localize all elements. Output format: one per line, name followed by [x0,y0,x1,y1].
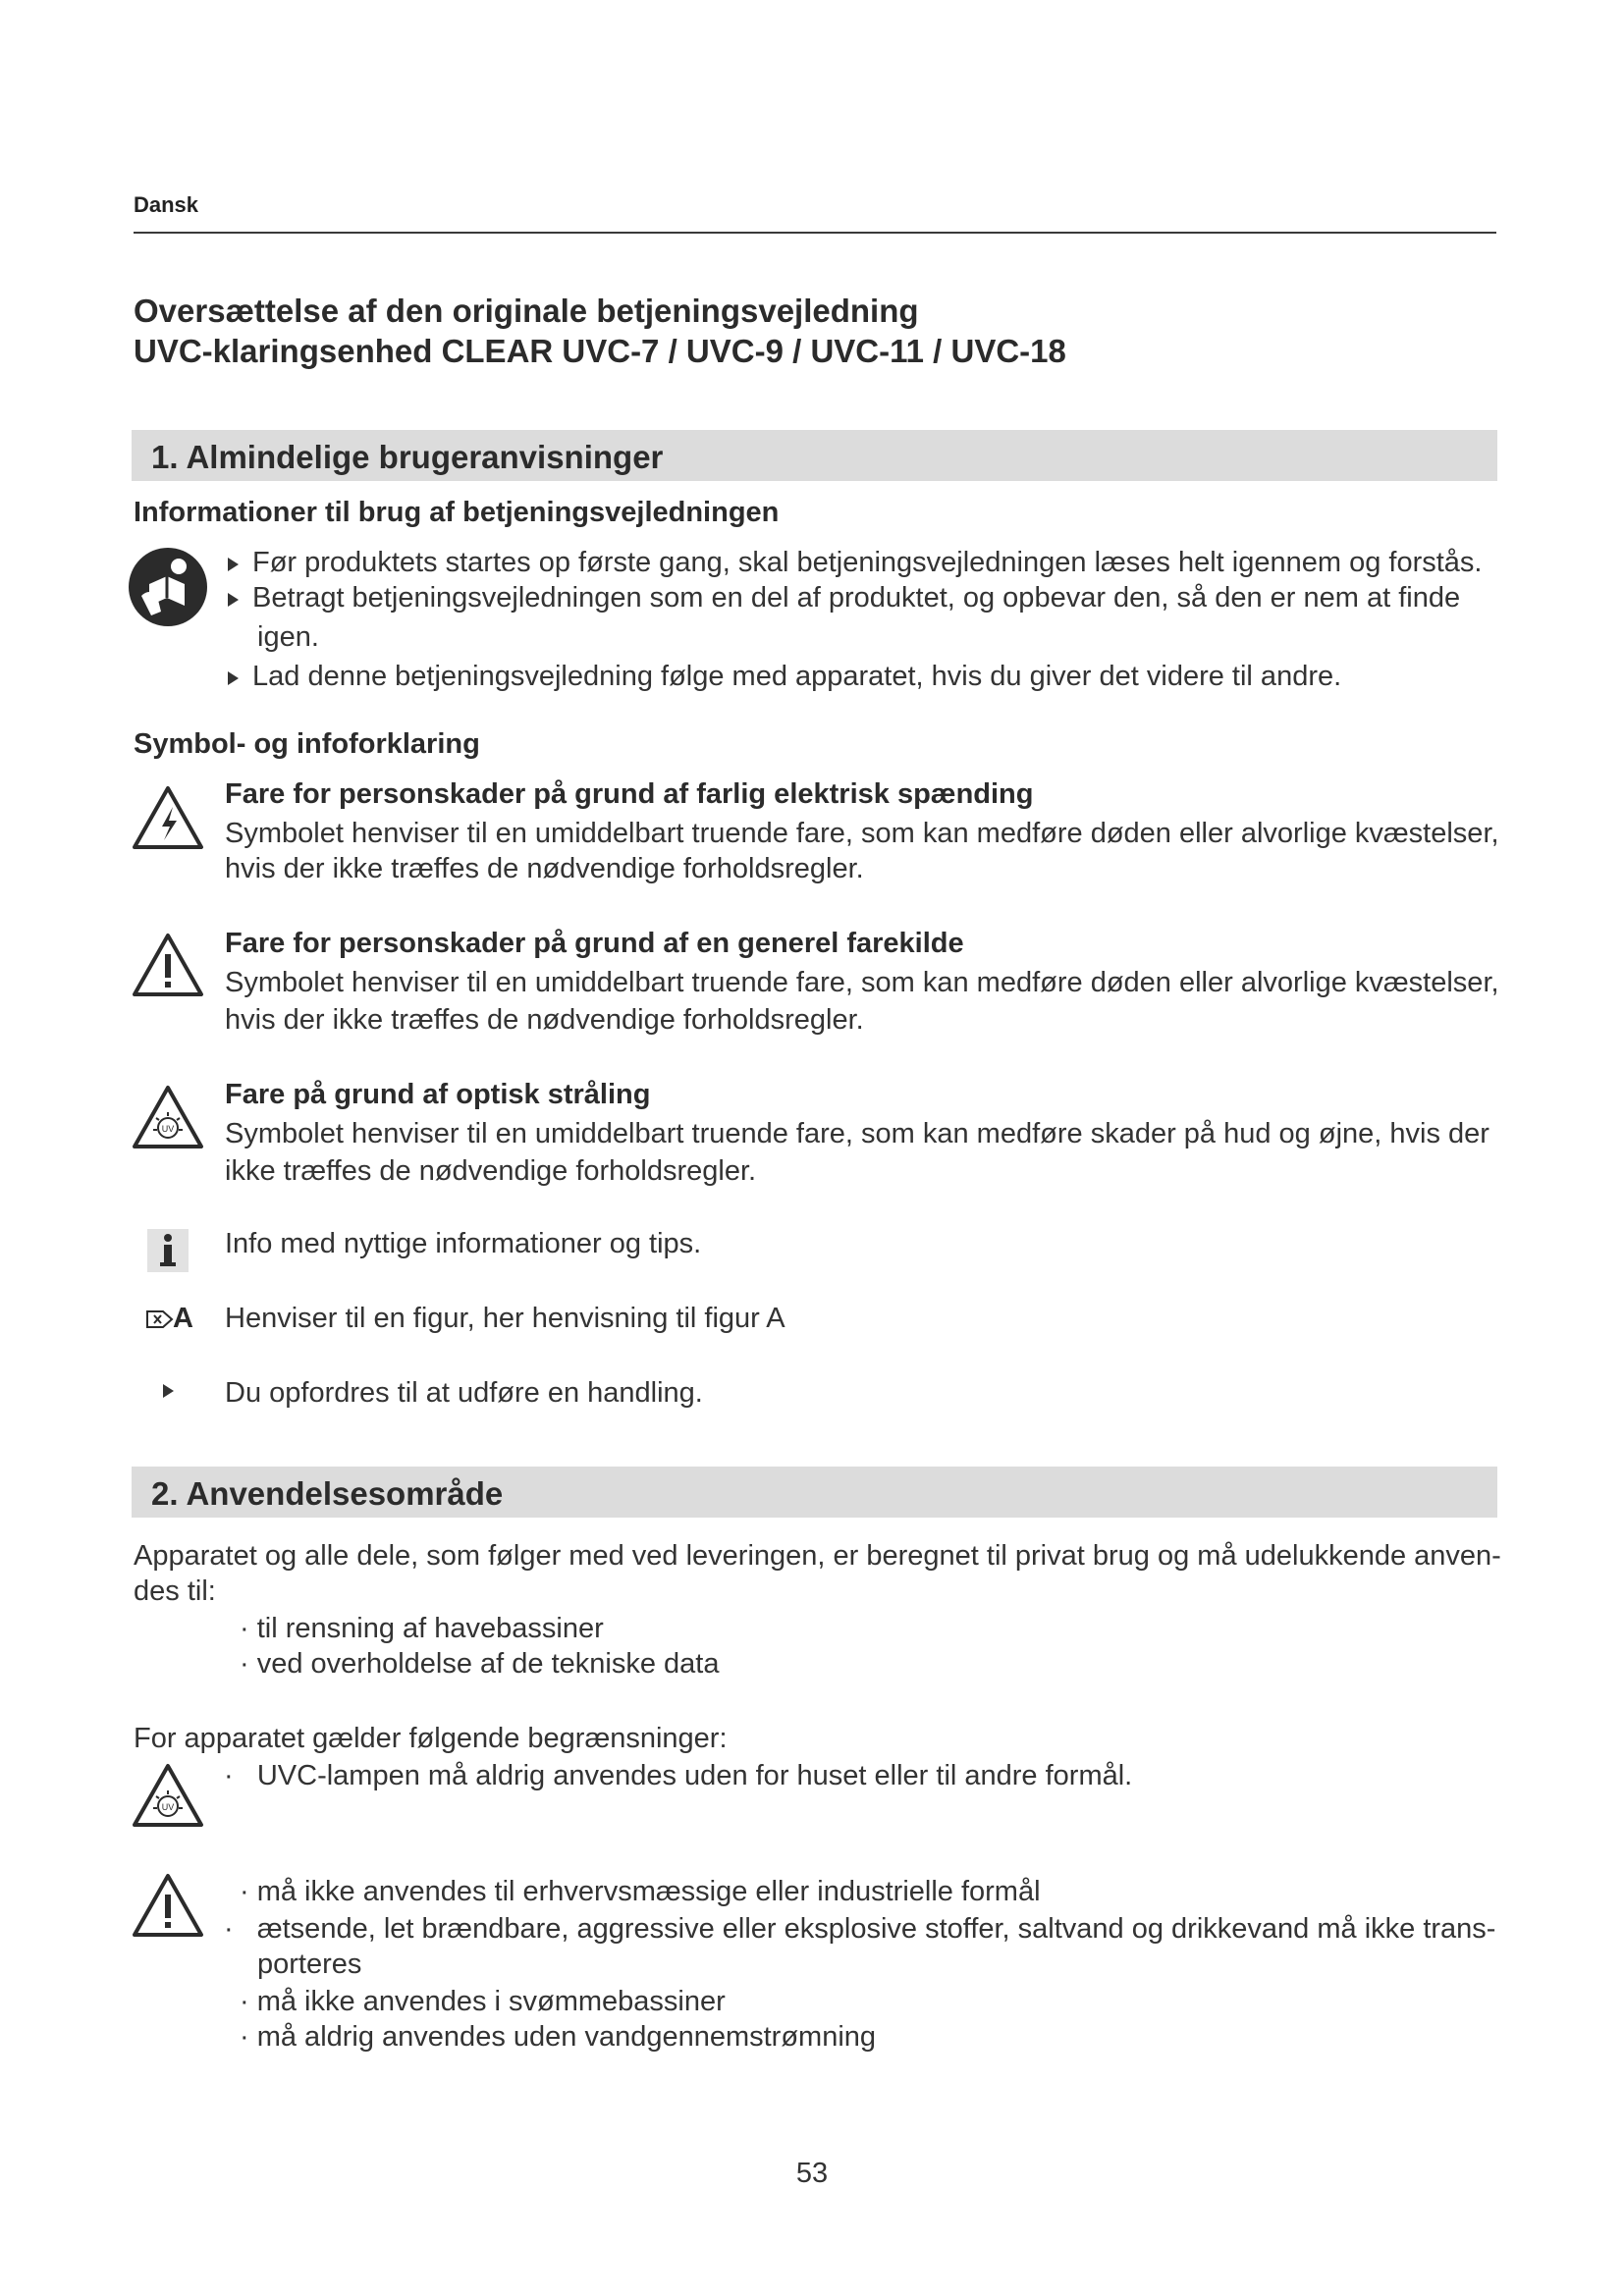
symbol-desc-uv-1: Symbolet henviser til en umiddelbart truende fare, som kan medføre skader på hud og øjne, hvis der [225,1118,1489,1149]
info-subheading: Informationer til brug af betjeningsvejledningen [134,497,780,528]
figure-ref-text: Henviser til en figur, her henvisning til figur A [225,1303,785,1334]
header-divider [134,232,1496,234]
usage-intro-line-2: des til: [134,1575,216,1607]
uv-restriction: · UVC-lampen må aldrig anvendes uden for huset eller til andre formål. [224,1760,1133,1791]
symbol-title-electric: Fare for personskader på grund af farlig elektrisk spænding [225,778,1034,810]
symbol-desc-general-1: Symbolet henviser til en umiddelbart truende fare, som kan medføre døden eller alvorlige kvæstelser, [225,967,1499,998]
symbols-subheading: Symbol- og infoforklaring [134,728,480,760]
page-number: 53 [795,2158,829,2189]
info-icon [147,1229,189,1272]
symbol-title-general: Fare for personskader på grund af en generel farekilde [225,928,964,959]
symbol-desc-general-2: hvis der ikke træffes de nødvendige forholdsregler. [225,1004,864,1036]
restriction-item: · må aldrig anvendes uden vandgennemstrømning [240,2021,877,2053]
section-1-heading: 1. Almindelige brugeranvisninger [151,439,664,475]
action-text: Du opfordres til at udføre en handling. [225,1377,703,1409]
general-warning-icon [132,1873,204,1938]
read-manual-icon [128,547,208,627]
symbol-title-uv: Fare på grund af optisk stråling [225,1079,651,1110]
bullet-arrow-icon [228,671,239,685]
bullet-arrow-icon [228,558,239,571]
bullet-arrow-icon [228,593,239,607]
symbol-desc-electric-2: hvis der ikke træffes de nødvendige forholdsregler. [225,853,864,884]
section-1-header [132,430,1497,481]
info-item: Betragt betjeningsvejledningen som en del af produktet, og opbevar den, så den er nem at finde [228,579,1460,616]
language-label: Dansk [134,192,199,217]
uv-warning-icon [132,1763,204,1828]
info-item-continued: igen. [257,621,319,653]
info-item: Lad denne betjeningsvejledning følge med apparatet, hvis du giver det videre til andre. [228,658,1341,695]
uv-warning-icon [132,1085,204,1149]
general-warning-icon [132,933,204,997]
restriction-item-continued: porteres [257,1949,362,1980]
usage-item: · til rensning af havebassiner [240,1613,604,1644]
info-symbol-text: Info med nyttige informationer og tips. [225,1228,702,1259]
svg-text:UV: UV [161,1124,175,1134]
symbol-desc-uv-2: ikke træffes de nødvendige forholdsregler. [225,1155,757,1187]
usage-intro-line-1: Apparatet og alle dele, som følger med ved leveringen, er beregnet til privat brug og må udelukkende anven- [134,1540,1501,1572]
figure-ref-label: A [173,1303,193,1334]
svg-text:UV: UV [161,1802,175,1812]
section-2-header [132,1467,1497,1518]
action-arrow-icon [163,1384,174,1398]
restriction-item: · må ikke anvendes til erhvervsmæssige eller industrielle formål [240,1876,1041,1907]
usage-item: · ved overholdelse af de tekniske data [240,1648,720,1680]
section-2-heading: 2. Anvendelsesområde [151,1475,504,1512]
restriction-item: · ætsende, let brændbare, aggressive eller eksplosive stoffer, saltvand og drikkevand må ikke trans- [224,1913,1496,1945]
title-line-1: Oversættelse af den originale betjeningsvejledning [134,293,919,329]
info-item: Før produktets startes op første gang, skal betjeningsvejledningen læses helt igennem og forstås. [228,544,1483,581]
symbol-desc-electric-1: Symbolet henviser til en umiddelbart truende fare, som kan medføre døden eller alvorlige kvæstelser, [225,818,1499,849]
figure-reference-icon [145,1308,175,1330]
title-line-2: UVC-klaringsenhed CLEAR UVC-7 / UVC-9 / UVC-11 / UVC-18 [134,333,1066,369]
restrictions-intro: For apparatet gælder følgende begrænsninger: [134,1723,728,1754]
electric-warning-icon [132,785,204,850]
restriction-item: · må ikke anvendes i svømmebassiner [240,1986,726,2017]
document-title [134,291,1066,371]
